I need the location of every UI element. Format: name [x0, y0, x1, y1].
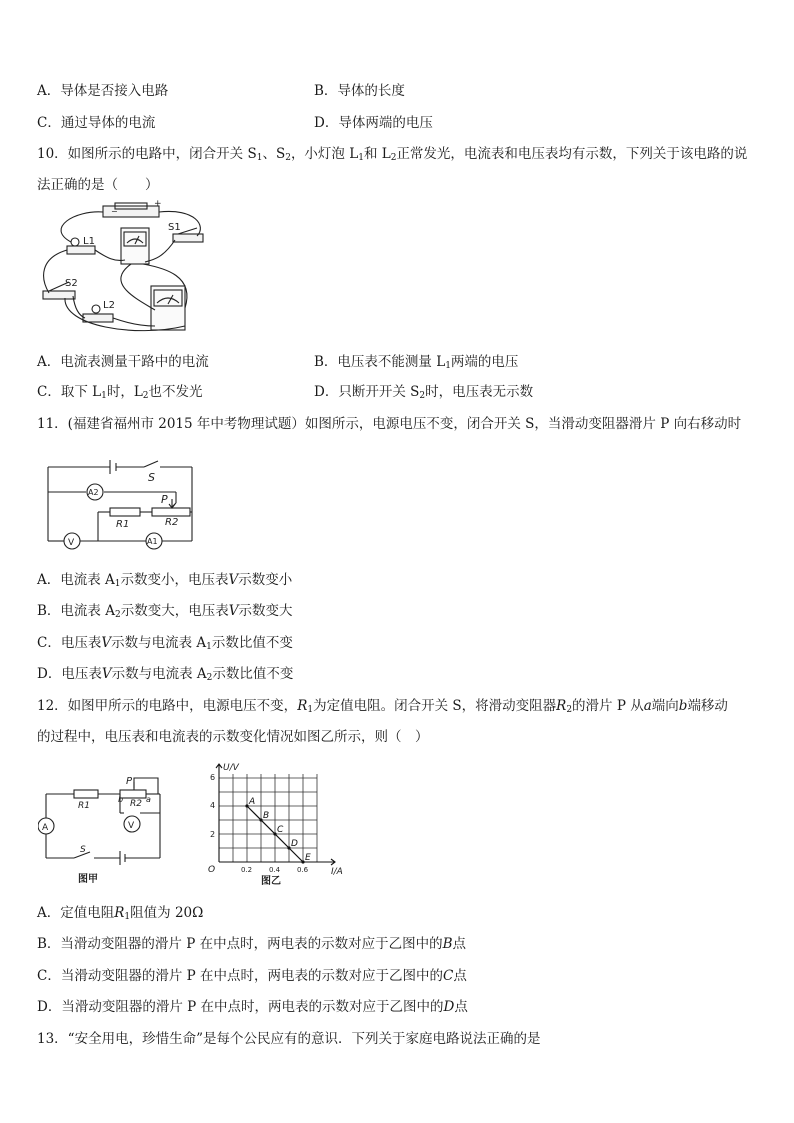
- jia-b-label: b: [118, 795, 124, 804]
- q12-graph-yi: [205, 758, 345, 888]
- q10-circuit-figure: [35, 198, 215, 340]
- q12-stem-line1: 12．如图甲所示的电路中，电源电压不变，$R_1$为定值电阻。闭合开关 S，将滑动变阻器$R_2$的滑片 P 从a端向b端移动: [37, 698, 728, 715]
- yi-xtick-0.2: 0.2: [241, 866, 253, 874]
- q12-option-b: B．当滑动变阻器的滑片 P 在中点时，两电表的示数对应于乙图中的B点: [37, 936, 467, 952]
- q9-option-d: D．导体两端的电压: [314, 115, 433, 131]
- figure-jia-caption: 图甲: [78, 874, 98, 885]
- q10-stem-line1: 10．如图所示的电路中，闭合开关 $S_1$、$S_2$，小灯泡 $L_1$和 $L_2$正常发光，电流表和电压表均有示数，下列关于该电路的说: [37, 146, 748, 163]
- yi-xtick-0.4: 0.4: [269, 866, 281, 874]
- q11-option-c: C．电压表V示数与电流表 $A_1$示数比值不变: [37, 635, 293, 652]
- slider-p-label: P: [161, 493, 168, 506]
- battery-minus-label: −: [111, 207, 118, 216]
- yi-ytick-4: 4: [210, 801, 216, 810]
- q11-stem: 11．(福建省福州市 2015 年中考物理试题）如图所示，电源电压不变，闭合开关 S，当滑动变阻器滑片 P 向右移动时: [37, 416, 742, 432]
- q11-option-b: B．电流表 $A_2$示数变大，电压表V示数变大: [37, 603, 293, 620]
- switch-s2-label: S2: [65, 278, 78, 289]
- jia-s-label: S: [80, 845, 86, 855]
- lamp-l2-label: L2: [103, 300, 115, 311]
- jia-r2-label: R2: [130, 799, 142, 809]
- lamp-l1-label: L1: [83, 236, 95, 247]
- yi-origin: O: [208, 865, 216, 875]
- yi-ylabel: U/V: [223, 763, 239, 773]
- q12-option-d: D．当滑动变阻器的滑片 P 在中点时，两电表的示数对应于乙图中的D点: [37, 999, 468, 1015]
- ammeter-a2-label: A2: [88, 488, 99, 497]
- graph-point-label-B: B: [263, 811, 270, 821]
- resistor-r2-label: R2: [165, 517, 179, 528]
- q10-stem-line2: 法正确的是（ ）: [37, 177, 159, 193]
- jia-r1-label: R1: [78, 801, 90, 811]
- jia-a-label: a: [146, 795, 151, 804]
- q13-stem: 13．“安全用电，珍惜生命”是每个公民应有的意识．下列关于家庭电路说法正确的是: [37, 1031, 541, 1047]
- q12-option-c: C．当滑动变阻器的滑片 P 在中点时，两电表的示数对应于乙图中的C点: [37, 968, 467, 984]
- q10-option-a: A．电流表测量干路中的电流: [37, 354, 209, 370]
- switch-s1-label: S1: [168, 222, 181, 233]
- q9-option-a: A．导体是否接入电路: [37, 83, 169, 99]
- jia-ammeter-label: A: [42, 823, 49, 833]
- q12-circuit-jia: [38, 768, 168, 886]
- figure-yi-caption: 图乙: [261, 876, 281, 887]
- q9-option-c: C．通过导体的电流: [37, 115, 156, 131]
- q11-circuit-figure: [40, 455, 200, 553]
- q11-option-d: D．电压表V示数与电流表 $A_2$示数比值不变: [37, 666, 294, 683]
- q9-option-b: B．导体的长度: [314, 83, 405, 99]
- q10-option-b: B．电压表不能测量 $L_1$两端的电压: [314, 354, 519, 371]
- q12-stem-line2: 的过程中，电压表和电流表的示数变化情况如图乙所示，则（ ）: [37, 729, 429, 745]
- voltmeter-label: V: [68, 538, 75, 548]
- q10-option-c: C．取下 $L_1$时，$L_2$也不发光: [37, 384, 203, 401]
- q12-option-a: A．定值电阻$R_1$阻值为 20Ω: [37, 905, 204, 922]
- graph-point-label-A: A: [249, 797, 256, 807]
- q11-option-a: A．电流表 $A_1$示数变小，电压表V示数变小: [37, 572, 293, 589]
- graph-point-label-D: D: [291, 839, 298, 849]
- yi-ytick-2: 2: [210, 830, 216, 839]
- jia-p-label: P: [126, 776, 133, 787]
- yi-xtick-0.6: 0.6: [297, 866, 309, 874]
- resistor-r1-label: R1: [116, 519, 130, 530]
- graph-point-label-E: E: [305, 853, 311, 863]
- ammeter-a1-label: A1: [147, 537, 158, 546]
- graph-point-label-C: C: [277, 825, 284, 835]
- yi-xlabel: I/A: [331, 867, 343, 877]
- q10-option-d: D．只断开开关 $S_2$时，电压表无示数: [314, 384, 534, 401]
- yi-ytick-6: 6: [210, 773, 216, 782]
- battery-plus-label: +: [154, 199, 162, 209]
- switch-s-label: S: [148, 471, 155, 484]
- jia-voltmeter-label: V: [128, 821, 135, 831]
